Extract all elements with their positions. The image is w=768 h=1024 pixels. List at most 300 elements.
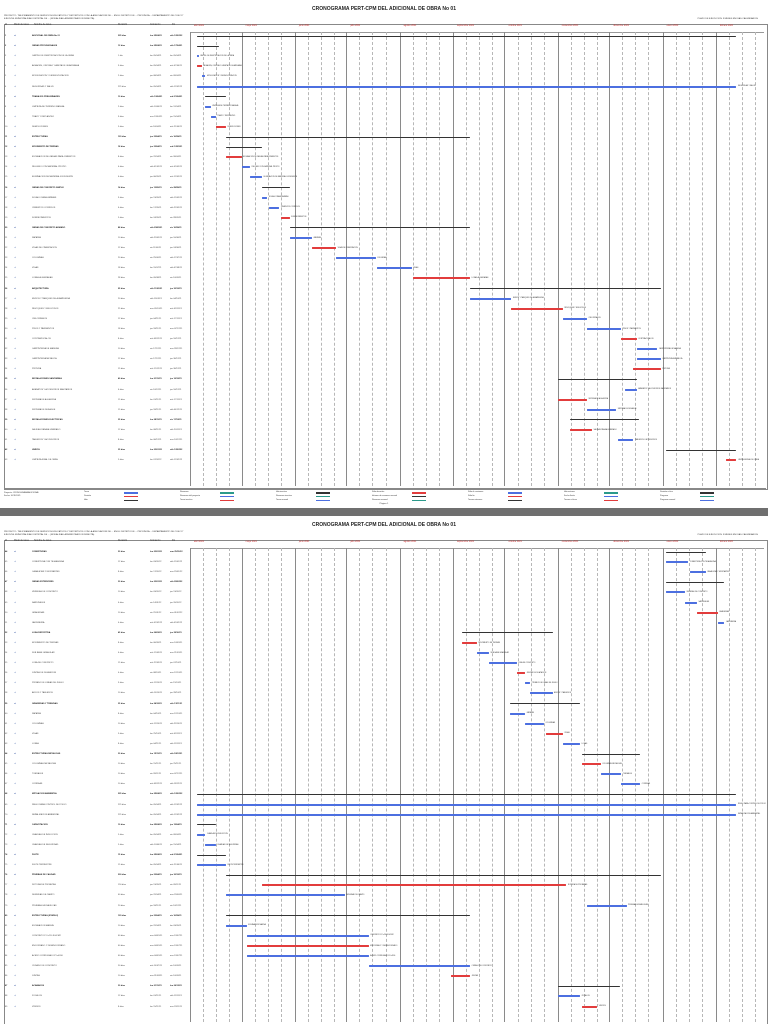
- table-row[interactable]: [4, 357, 190, 361]
- table-row[interactable]: [4, 752, 190, 756]
- task-bar[interactable]: [685, 602, 697, 604]
- table-row[interactable]: [4, 216, 190, 220]
- task-bar[interactable]: [637, 358, 661, 360]
- table-row[interactable]: [4, 226, 190, 230]
- table-row[interactable]: [4, 590, 190, 594]
- task-bar[interactable]: [197, 834, 206, 836]
- task-name: GRADERIAS Y TRIBUNAS: [32, 702, 58, 705]
- task-end: jue 10/06/21: [170, 237, 182, 239]
- month-gridline: [453, 32, 454, 486]
- summary-bar[interactable]: [470, 288, 661, 289]
- task-bar[interactable]: [511, 308, 563, 310]
- legend-label: Resumen inactivo: [276, 494, 292, 497]
- table-row[interactable]: [4, 641, 190, 645]
- task-end: jue 30/12/21: [170, 287, 182, 290]
- task-duration: 6 días: [118, 601, 124, 604]
- task-bar[interactable]: [377, 267, 411, 269]
- task-duration: 5 días: [118, 843, 124, 846]
- task-name: LOSAS ALIGERADAS: [32, 277, 53, 280]
- table-row[interactable]: [4, 792, 190, 796]
- task-bar[interactable]: [336, 257, 376, 259]
- task-bar[interactable]: [205, 106, 210, 108]
- task-bar[interactable]: [666, 561, 688, 563]
- summary-bar[interactable]: [197, 794, 737, 795]
- task-bar[interactable]: [197, 804, 737, 806]
- table-row[interactable]: [4, 873, 190, 877]
- task-bar[interactable]: [697, 612, 718, 614]
- table-row[interactable]: [4, 125, 190, 129]
- task-bar[interactable]: [625, 389, 637, 391]
- task-bar[interactable]: [587, 328, 621, 330]
- table-row[interactable]: [4, 944, 190, 948]
- task-name: VIGAS: [32, 267, 39, 270]
- task-bar[interactable]: [546, 733, 563, 735]
- task-id: 60: [5, 712, 8, 715]
- table-row[interactable]: [4, 631, 190, 635]
- task-id: 4: [5, 65, 7, 68]
- summary-bar[interactable]: [666, 552, 706, 553]
- month-gridline: [504, 32, 505, 486]
- table-row[interactable]: [4, 236, 190, 240]
- task-duration: 6 días: [118, 206, 124, 209]
- table-row[interactable]: [4, 276, 190, 280]
- task-bar[interactable]: [281, 217, 290, 219]
- legend-swatch: [124, 500, 138, 502]
- task-mode-icon: ⇉: [14, 884, 16, 887]
- task-bar[interactable]: [563, 743, 580, 745]
- table-row[interactable]: [4, 671, 190, 675]
- month-gridline: [558, 32, 559, 486]
- task-bar[interactable]: [242, 166, 251, 168]
- task-mode-icon: ⇉: [14, 621, 16, 624]
- task-mode-icon: ⇉: [14, 944, 16, 947]
- table-row[interactable]: [4, 580, 190, 584]
- week-gridline: [268, 548, 269, 1022]
- table-row[interactable]: [4, 428, 190, 432]
- table-row[interactable]: [4, 145, 190, 149]
- table-row[interactable]: [4, 347, 190, 351]
- legend-label: Sólo duración: [372, 491, 385, 493]
- task-name: ADICIONAL DE OBRA No 01: [32, 35, 60, 37]
- task-name: PRUEBAS HIDRAULICAS: [32, 904, 57, 907]
- task-start: lun 05/04/21: [150, 45, 162, 48]
- task-mode-icon: ⇉: [14, 1005, 16, 1008]
- timescale-month: enero 2022: [666, 25, 679, 27]
- table-row[interactable]: [4, 377, 190, 381]
- week-gridline: [386, 548, 387, 1022]
- table-row[interactable]: [4, 398, 190, 402]
- timescale-month: mayo 2021: [245, 25, 257, 27]
- legend-label: Resumen del proyecto: [180, 494, 201, 497]
- task-mode-icon: ⇉: [14, 338, 16, 340]
- task-start: mié 08/12/21: [150, 338, 163, 340]
- bar-label: TIJERALES: [622, 772, 632, 775]
- task-end: vie 10/09/21: [170, 277, 182, 280]
- task-bar[interactable]: [197, 55, 199, 57]
- task-name: TIJERALES: [32, 773, 44, 776]
- table-row[interactable]: [4, 337, 190, 341]
- table-row[interactable]: [4, 287, 190, 291]
- table-row[interactable]: [4, 165, 190, 169]
- task-bar[interactable]: [197, 814, 737, 816]
- summary-bar[interactable]: [262, 187, 289, 188]
- table-row[interactable]: [4, 803, 190, 807]
- footer-date: Fecha: 10/11/2021: [4, 495, 21, 497]
- table-row[interactable]: [4, 823, 190, 827]
- task-end: jue 13/01/22: [170, 591, 182, 594]
- task-duration: 15 días: [118, 864, 125, 867]
- legend-label: Hito: [84, 498, 88, 501]
- table-row[interactable]: [4, 974, 190, 978]
- legend-swatch: [316, 496, 330, 498]
- task-start: mar 31/08/21: [150, 975, 163, 978]
- task-start: jue 04/11/21: [150, 317, 162, 320]
- task-bar[interactable]: [247, 945, 369, 947]
- task-bar[interactable]: [312, 247, 336, 249]
- task-duration: 10 días: [118, 591, 125, 594]
- task-id: 83: [5, 944, 8, 947]
- table-row[interactable]: [4, 135, 190, 139]
- table-row[interactable]: [4, 175, 190, 179]
- task-mode-icon: ⇉: [14, 186, 16, 189]
- table-row[interactable]: [4, 317, 190, 321]
- table-row[interactable]: [4, 934, 190, 938]
- task-mode-icon: ⇉: [14, 55, 16, 58]
- task-start: lun 05/04/21: [150, 35, 162, 37]
- table-row[interactable]: [4, 388, 190, 392]
- task-bar[interactable]: [525, 723, 544, 725]
- table-row[interactable]: [4, 904, 190, 908]
- bar-label: SUB BASE GRANULAR: [490, 651, 509, 654]
- table-row[interactable]: [4, 762, 190, 766]
- task-id: 76: [5, 874, 8, 877]
- timescale-month: junio 2021: [298, 25, 310, 27]
- table-row[interactable]: [4, 186, 190, 190]
- bar-label: MUROS Y TABIQUES DE ALBAÑILERIA: [512, 297, 544, 300]
- task-bar[interactable]: [621, 338, 636, 340]
- month-gridline: [504, 548, 505, 1022]
- bar-label: MOVILIZACION Y DESMOVILIZACION: [206, 75, 237, 77]
- task-bar[interactable]: [510, 713, 525, 715]
- task-end: sáb 12/02/22: [170, 85, 183, 88]
- task-id: 19: [5, 216, 8, 219]
- table-row[interactable]: [4, 611, 190, 615]
- bar-label: SOBRECIMIENTOS: [291, 216, 307, 219]
- summary-bar[interactable]: [558, 986, 620, 987]
- task-name: ESTRUCTURAS: [32, 136, 48, 138]
- month-gridline: [400, 32, 401, 486]
- table-row[interactable]: [4, 448, 190, 452]
- task-id: 82: [5, 934, 8, 937]
- task-start: jue 22/04/21: [150, 156, 162, 159]
- task-id: 23: [5, 257, 8, 260]
- table-row[interactable]: [4, 661, 190, 665]
- task-bar[interactable]: [247, 955, 369, 957]
- gantt-page-2: [0, 516, 768, 1024]
- table-row[interactable]: [4, 914, 190, 918]
- task-bar[interactable]: [226, 925, 247, 927]
- task-bar[interactable]: [489, 662, 516, 664]
- task-bar[interactable]: [477, 652, 489, 654]
- table-row[interactable]: [4, 772, 190, 776]
- table-row[interactable]: [4, 813, 190, 817]
- task-bar[interactable]: [558, 399, 587, 401]
- task-bar[interactable]: [621, 783, 640, 785]
- table-row[interactable]: [4, 691, 190, 695]
- task-end: vie 10/12/21: [170, 904, 182, 907]
- task-bar[interactable]: [262, 884, 566, 886]
- task-start: vie 26/11/21: [150, 773, 162, 776]
- task-duration: 10 días: [118, 348, 125, 351]
- table-row[interactable]: [4, 853, 190, 857]
- week-gridline: [334, 548, 335, 1022]
- summary-bar[interactable]: [197, 46, 219, 47]
- table-row[interactable]: [4, 843, 190, 847]
- task-bar[interactable]: [290, 237, 312, 239]
- task-name: COLUMNAS: [32, 257, 44, 260]
- table-row[interactable]: [4, 74, 190, 78]
- summary-bar[interactable]: [666, 450, 736, 451]
- table-row[interactable]: [4, 327, 190, 331]
- table-row[interactable]: [4, 883, 190, 887]
- table-row[interactable]: [4, 893, 190, 897]
- task-duration: 60 días: [118, 934, 125, 937]
- task-bar[interactable]: [601, 773, 622, 775]
- task-start: vie 21/01/22: [150, 611, 162, 614]
- legend-label: Tarea manual: [276, 498, 289, 501]
- legend-swatch: [412, 496, 426, 498]
- task-bar[interactable]: [582, 763, 601, 765]
- task-name: ZAPATAS: [32, 712, 42, 715]
- task-bar[interactable]: [197, 864, 226, 866]
- task-bar[interactable]: [525, 682, 530, 684]
- table-row[interactable]: [4, 367, 190, 371]
- task-end: mié 21/04/21: [170, 95, 183, 98]
- task-end: jue 30/12/21: [170, 874, 182, 877]
- task-bar[interactable]: [690, 571, 705, 573]
- task-bar[interactable]: [517, 672, 526, 674]
- task-bar[interactable]: [247, 935, 369, 937]
- task-bar[interactable]: [633, 368, 660, 370]
- table-row[interactable]: [4, 964, 190, 968]
- task-bar[interactable]: [618, 439, 633, 441]
- table-row[interactable]: [4, 105, 190, 109]
- legend-swatch: [316, 492, 330, 494]
- bar-label: ROTURA DE PROBETAS: [567, 883, 588, 886]
- table-row[interactable]: [4, 621, 190, 625]
- summary-bar[interactable]: [510, 703, 580, 704]
- task-start: vie 11/06/21: [150, 247, 162, 250]
- table-row[interactable]: [4, 550, 190, 554]
- table-row[interactable]: [4, 681, 190, 685]
- task-name: GRADERIAS: [32, 611, 45, 614]
- table-row[interactable]: [4, 438, 190, 442]
- table-row[interactable]: [4, 85, 190, 89]
- task-name: ESTRUCTURAS METALICAS: [32, 753, 61, 755]
- table-row[interactable]: [4, 54, 190, 58]
- task-duration: 18 días: [118, 146, 126, 149]
- table-row[interactable]: [4, 246, 190, 250]
- table-row[interactable]: [4, 266, 190, 270]
- table-row[interactable]: [4, 1005, 190, 1009]
- task-start: lun 03/01/22: [150, 449, 162, 452]
- week-gridline: [597, 32, 598, 486]
- task-bar[interactable]: [563, 318, 587, 320]
- table-row[interactable]: [4, 44, 190, 48]
- task-id: 28: [5, 307, 8, 310]
- table-row[interactable]: [4, 601, 190, 605]
- task-duration: 120 días: [118, 136, 127, 138]
- week-gridline: [531, 548, 532, 1022]
- task-id: 65: [5, 763, 8, 766]
- task-bar[interactable]: [216, 126, 226, 128]
- bar-label: SEGURIDAD Y SALUD: [738, 85, 756, 88]
- task-end: sáb 13/11/21: [170, 702, 183, 705]
- task-duration: 6 días: [118, 176, 124, 179]
- task-end: lun 06/12/21: [170, 985, 182, 988]
- task-id: 79: [5, 904, 8, 907]
- summary-bar[interactable]: [226, 137, 470, 138]
- task-duration: 3 días: [118, 196, 124, 199]
- task-bar[interactable]: [470, 298, 511, 300]
- timescale-month: agosto 2021: [403, 25, 417, 27]
- task-bar[interactable]: [197, 65, 202, 67]
- task-bar[interactable]: [726, 459, 736, 461]
- task-bar[interactable]: [462, 642, 477, 644]
- table-row[interactable]: [4, 722, 190, 726]
- task-bar[interactable]: [211, 116, 216, 118]
- legend-swatch: [508, 500, 522, 502]
- timescale-month: agosto 2021: [403, 541, 417, 543]
- document-title: CRONOGRAMA PERT-CPM DEL ADICIONAL DE OBRA No 01: [312, 522, 456, 528]
- task-id: 55: [5, 662, 8, 665]
- task-bar[interactable]: [582, 1006, 597, 1008]
- legend-label: Hito externo: [564, 491, 575, 493]
- table-row[interactable]: [4, 64, 190, 68]
- bar-label: ZAPATAS: [313, 236, 321, 239]
- table-row[interactable]: [4, 651, 190, 655]
- table-row[interactable]: [4, 196, 190, 200]
- task-duration: 3 días: [118, 65, 124, 68]
- task-bar[interactable]: [262, 197, 267, 199]
- summary-bar[interactable]: [558, 379, 637, 380]
- task-id: 54: [5, 652, 8, 654]
- task-id: 26: [5, 287, 8, 290]
- table-row[interactable]: [4, 560, 190, 564]
- week-gridline: [531, 32, 532, 486]
- table-row[interactable]: [4, 155, 190, 159]
- table-row[interactable]: [4, 34, 190, 38]
- summary-bar[interactable]: [666, 582, 724, 583]
- task-id: 43: [5, 459, 8, 462]
- task-end: sáb 20/11/21: [170, 428, 182, 431]
- task-end: jue 16/12/21: [170, 378, 182, 381]
- table-row[interactable]: [4, 256, 190, 260]
- summary-bar[interactable]: [226, 875, 661, 876]
- table-row[interactable]: [4, 863, 190, 867]
- task-duration: 3 días: [118, 682, 124, 685]
- task-bar[interactable]: [587, 905, 627, 907]
- table-row[interactable]: [4, 297, 190, 301]
- table-row[interactable]: [4, 307, 190, 311]
- legend-swatch: [316, 500, 330, 502]
- week-gridline: [203, 548, 204, 1022]
- task-mode-icon: ⇉: [14, 763, 16, 766]
- table-row[interactable]: [4, 833, 190, 837]
- task-end: sáb 15/05/21: [170, 196, 183, 199]
- task-bar[interactable]: [451, 975, 470, 977]
- table-row[interactable]: [4, 732, 190, 736]
- task-end: sáb 12/02/22: [170, 803, 183, 806]
- bar-label: LIMPIEZA DE TERRENO MANUAL: [212, 105, 239, 108]
- month-gridline: [663, 32, 664, 486]
- task-bar[interactable]: [587, 409, 616, 411]
- task-start: lun 25/10/21: [150, 732, 162, 735]
- task-start: mié 08/12/21: [150, 783, 163, 786]
- task-duration: 10 días: [118, 763, 125, 766]
- table-row[interactable]: [4, 782, 190, 786]
- bar-label: JUNTAS: [471, 974, 479, 977]
- table-row[interactable]: [4, 115, 190, 119]
- table-row[interactable]: [4, 712, 190, 716]
- table-row[interactable]: [4, 206, 190, 210]
- task-bar[interactable]: [205, 844, 215, 846]
- task-bar[interactable]: [269, 207, 279, 209]
- summary-bar[interactable]: [197, 36, 737, 37]
- task-bar[interactable]: [637, 348, 658, 350]
- task-bar[interactable]: [718, 622, 725, 624]
- task-start: jue 22/04/21: [150, 874, 162, 877]
- task-start: lun 15/11/21: [150, 1005, 162, 1008]
- task-mode-icon: ⇉: [14, 672, 16, 675]
- task-bar[interactable]: [369, 965, 470, 967]
- table-row[interactable]: [4, 994, 190, 998]
- task-id: 51: [5, 621, 8, 624]
- table-row[interactable]: [4, 95, 190, 99]
- table-row[interactable]: [4, 458, 190, 462]
- table-row[interactable]: [4, 408, 190, 412]
- summary-bar[interactable]: [582, 754, 640, 755]
- col-header-end: Fin: [172, 540, 176, 542]
- task-name: INSTALACIONES SANITARIAS: [32, 378, 62, 381]
- table-row[interactable]: [4, 702, 190, 706]
- task-name: SOBRECIMIENTOS: [32, 216, 51, 219]
- task-end: sáb 15/01/22: [170, 561, 183, 564]
- table-row[interactable]: [4, 570, 190, 574]
- task-start: lun 08/11/21: [150, 428, 162, 431]
- table-row[interactable]: [4, 742, 190, 746]
- table-row[interactable]: [4, 418, 190, 422]
- summary-bar[interactable]: [197, 855, 226, 856]
- task-bar[interactable]: [570, 429, 592, 431]
- table-row[interactable]: [4, 954, 190, 958]
- timescale-month: noviembre 2021: [561, 25, 579, 27]
- project-info: [4, 531, 424, 537]
- task-end: lun 03/05/21: [170, 924, 182, 927]
- summary-bar[interactable]: [226, 147, 262, 148]
- footer-project: [4, 492, 39, 498]
- task-end: jue 16/12/21: [170, 338, 182, 340]
- task-end: vie 17/12/21: [170, 418, 182, 421]
- task-bar[interactable]: [197, 86, 737, 88]
- task-bar[interactable]: [226, 156, 241, 158]
- task-name: SALIDAS PARA ALUMBRADO: [32, 428, 61, 431]
- legend-swatch: [604, 496, 618, 498]
- table-row[interactable]: [4, 924, 190, 928]
- task-name: SISTEMA DE AGUA FRIA: [32, 398, 57, 401]
- task-id: 12: [5, 146, 8, 149]
- table-row[interactable]: [4, 984, 190, 988]
